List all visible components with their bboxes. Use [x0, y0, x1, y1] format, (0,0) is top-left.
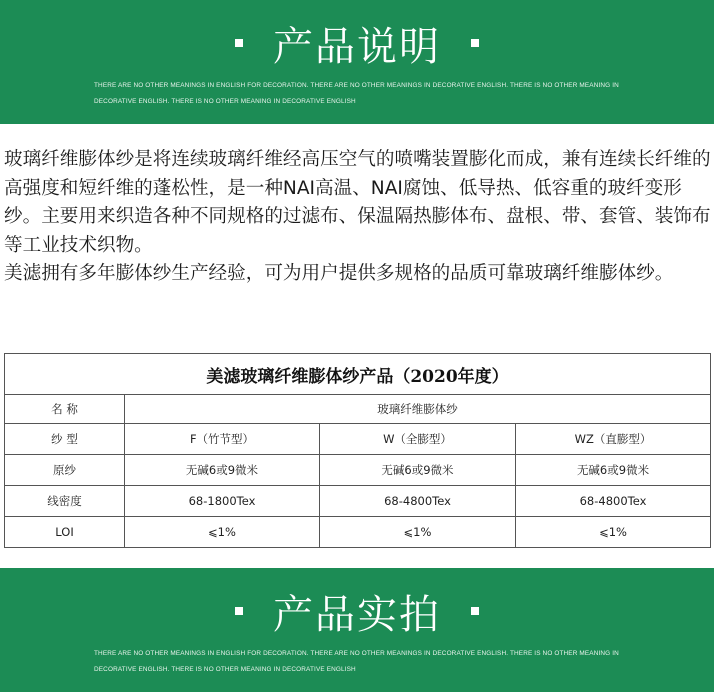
banner-title: 产品实拍 — [273, 591, 441, 638]
table-row — [5, 486, 711, 517]
table-cell: W（全膨型） — [320, 424, 516, 455]
square-bullet-icon — [471, 607, 479, 615]
row-label: 名 称 — [5, 395, 125, 424]
table-cell: 68-4800Tex — [320, 486, 516, 517]
product-photos-banner — [0, 568, 714, 692]
table-cell: WZ（直膨型） — [516, 424, 711, 455]
square-bullet-icon — [235, 607, 243, 615]
description-paragraph: 玻璃纤维膨体纱是将连续玻璃纤维经高压空气的喷嘴装置膨化而成，兼有连续长纤维的高强度和短纤维的蓬松性，是一种NAI高温、NAI腐蚀、低导热、低容重的玻纤变形纱。主要用来织造各种不同规格的过滤布、保温隔热膨体布、盘根、带、套管、装饰布等工业技术织物。 — [4, 149, 711, 256]
table-cell: F（竹节型） — [125, 424, 320, 455]
table-cell: ⩽1% — [320, 517, 516, 548]
table-cell: 无碱6或9微米 — [320, 455, 516, 486]
banner-title: 产品说明 — [273, 23, 441, 70]
table-row — [5, 424, 711, 455]
banner-title-row — [0, 584, 714, 638]
banner-title-row — [0, 16, 714, 70]
row-label: 原纱 — [5, 455, 125, 486]
table-caption: 美滤玻璃纤维膨体纱产品（2020年度） — [5, 354, 711, 395]
row-label: 纱 型 — [5, 424, 125, 455]
table-row — [5, 455, 711, 486]
table-row — [5, 395, 711, 424]
table-cell: 68-1800Tex — [125, 486, 320, 517]
banner-subtitle: THERE ARE NO OTHER MEANINGS IN ENGLISH FOR DECORATION. THERE ARE NO OTHER MEANINGS IN DECORATIVE ENGLISH. THERE IS NO OTHER MEANING IN DECORATIVE ENGLISH. THERE IS NO OTHER MEANING IN DECORATIVE ENGLISH — [94, 650, 619, 673]
table-cell: 玻璃纤维膨体纱 — [125, 395, 711, 424]
square-bullet-icon — [235, 39, 243, 47]
table-cell: 无碱6或9微米 — [125, 455, 320, 486]
table-row — [5, 517, 711, 548]
table-cell: ⩽1% — [125, 517, 320, 548]
product-description — [4, 146, 714, 289]
row-label: 线密度 — [5, 486, 125, 517]
square-bullet-icon — [471, 39, 479, 47]
description-paragraph: 美滤拥有多年膨体纱生产经验，可为用户提供多规格的品质可靠玻璃纤维膨体纱。 — [4, 263, 674, 285]
row-label: LOI — [5, 517, 125, 548]
table-cell: 无碱6或9微米 — [516, 455, 711, 486]
table-cell: 68-4800Tex — [516, 486, 711, 517]
table-cell: ⩽1% — [516, 517, 711, 548]
product-description-banner — [0, 0, 714, 124]
banner-subtitle: THERE ARE NO OTHER MEANINGS IN ENGLISH FOR DECORATION. THERE ARE NO OTHER MEANINGS IN DECORATIVE ENGLISH. THERE IS NO OTHER MEANING IN DECORATIVE ENGLISH. THERE IS NO OTHER MEANING IN DECORATIVE ENGLISH — [94, 82, 619, 105]
spec-table — [4, 353, 711, 548]
